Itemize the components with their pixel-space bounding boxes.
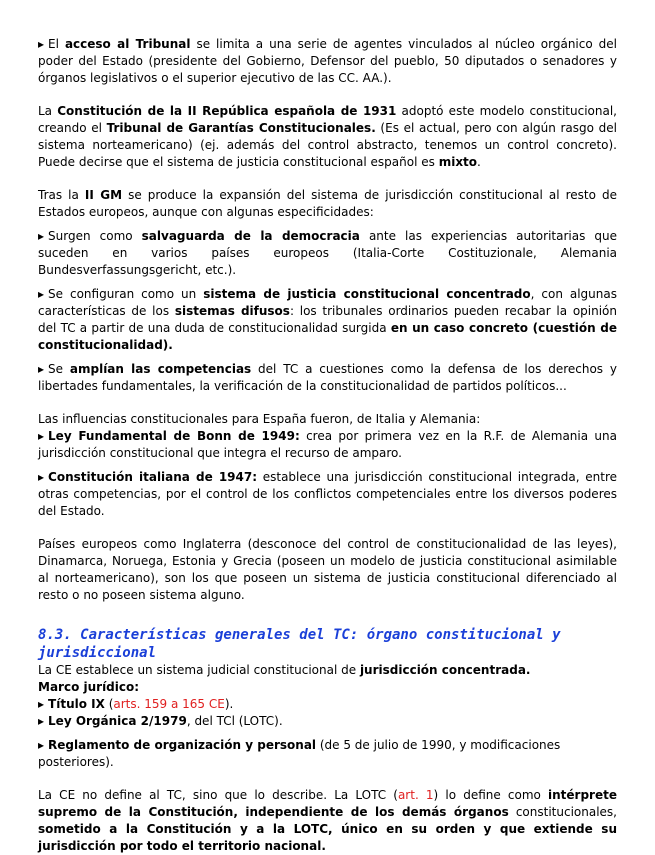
- bullet-marker: ▸: [38, 697, 45, 711]
- paragraph-tc-definition: La CE no define al TC, sino que lo describe. La LOTC (art. 1) lo define como intérprete supremo de la Constitución, independiente de los demás órganos constitucionales, sometido a la Constitución y a la LOTC, único en su orden y que extiende su jurisdicción por todo el territorio nacional.: [38, 788, 617, 853]
- article-reference-link[interactable]: art. 1: [397, 788, 434, 802]
- paragraph-legal-framework: La CE establece un sistema judicial constitucional de jurisdicción concentrada. Marco jurídico: ▸ Título IX (arts. 159 a 165 CE). ▸ Ley Orgánica 2/1979, del TCl (LOTC).: [38, 663, 531, 728]
- bullet-marker: ▸: [38, 429, 45, 443]
- article-reference-link[interactable]: arts. 159 a 165 CE: [113, 697, 225, 711]
- paragraph-influences: Las influencias constitucionales para España fueron, de Italia y Alemania: ▸ Ley Fundamental de Bonn de 1949: crea por primera vez en la R.F. de Alemania una jurisdicción constitucional que integra el recurso de amparo.: [38, 412, 617, 460]
- paragraph-tribunal-access: ▸ El acceso al Tribunal se limita a una serie de agentes vinculados al núcleo orgánico del poder del Estado (presidente del Gobierno, Defensor del pueblo, 50 diputados o senadores y órganos legislativos o el superior ejecutivo de las CC. AA.).: [38, 37, 618, 85]
- bullet-expanded-competences: ▸ Se amplían las competencias del TC a cuestiones como la defensa de los derechos y libertades fundamentales, la verificación de la constitucionalidad de partidos políticos...: [38, 362, 618, 393]
- bullet-marker: ▸: [38, 287, 45, 301]
- bullet-marker: ▸: [38, 714, 45, 728]
- bullet-marker: ▸: [38, 738, 45, 752]
- bullet-marker: ▸: [38, 470, 45, 484]
- paragraph-second-republic: La Constitución de la II República española de 1931 adoptó este modelo constitucional, creando el Tribunal de Garantías Constitucionales. (Es el actual, pero con algún rasgo del sistema norteamericano) (ej. además del control abstracto, tenemos un control concreto). Puede decirse que el sistema de justicia constitucional español es mixto.: [38, 104, 617, 169]
- bullet-democracy-safeguard: ▸ Surgen como salvaguarda de la democracia ante las experiencias autoritarias que suceden en varios países europeos (Italia-Corte Costituzionale, Alemania Bundesverfassungsgericht, etc.).: [38, 229, 618, 277]
- paragraph-other-countries: Países europeos como Inglaterra (desconoce del control de constitucionalidad de las leyes), Dinamarca, Noruega, Estonia y Grecia (poseen un modelo de justicia constitucional asimilable al norteamericano), son los que poseen un sistema de justicia constitucional diferenciado al resto o no poseen sistema alguno.: [38, 537, 617, 602]
- bullet-marker: ▸: [38, 362, 45, 376]
- legal-framework-label: Marco jurídico:: [38, 680, 140, 694]
- bullet-marker: ▸: [38, 37, 45, 51]
- bullet-marker: ▸: [38, 229, 45, 243]
- section-heading: 8.3. Características generales del TC: órgano constitucional y jurisdiccional: [38, 627, 561, 661]
- bullet-concentrated-system: ▸ Se configuran como un sistema de justicia constitucional concentrado, con algunas características de los sistemas difusos: los tribunales ordinarios pueden recabar la opinión del TC a partir de una duda de constitucionalidad surgida en un caso concreto (cuestión de constitucionalidad).: [38, 287, 618, 352]
- paragraph-post-wwii: Tras la II GM se produce la expansión del sistema de jurisdicción constitucional al resto de Estados europeos, aunque con algunas especificidades:: [38, 188, 618, 219]
- bullet-regulation: ▸ Reglamento de organización y personal (de 5 de julio de 1990, y modificaciones posteriores).: [38, 738, 561, 769]
- bullet-italian-constitution: ▸ Constitución italiana de 1947: establece una jurisdicción constitucional integrada, entre otras competencias, por el control de los conflictos competenciales entre los diversos poderes del Estado.: [38, 470, 617, 518]
